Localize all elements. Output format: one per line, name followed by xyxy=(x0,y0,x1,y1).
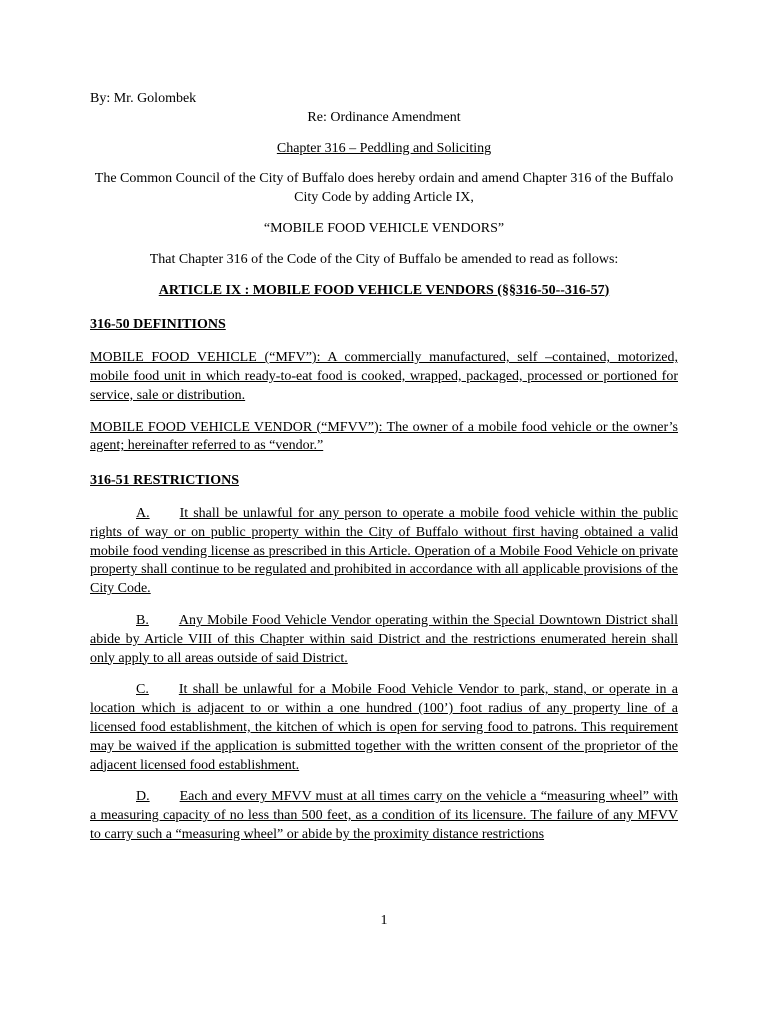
restriction-a-text: It shall be unlawful for any person to operate a mobile food vehicle within the public rights of way or on public property within the City of Buffalo without first having obtained a valid mobile food vending license as prescribed in this Article. Operation of a Mobile Food Vehicle on private property shall continue to be regulated and prohibited in accordance with all applicable provisions of the City Code. xyxy=(90,505,678,597)
document-page xyxy=(90,90,678,845)
preamble: The Common Council of the City of Buffalo does hereby ordain and amend Chapter 316 of the Buffalo City Code by adding Article IX, xyxy=(94,171,674,206)
author-line: By: Mr. Golombek xyxy=(90,91,197,106)
page-number: 1 xyxy=(380,913,388,928)
restriction-d-label: D. xyxy=(136,789,150,805)
chapter-title: Chapter 316 – Peddling and Soliciting xyxy=(276,140,492,156)
article-title: ARTICLE IX : MOBILE FOOD VEHICLE VENDORS (§§316-50--316-57) xyxy=(158,282,610,298)
restriction-d-text: Each and every MFVV must at all times carry on the vehicle a “measuring wheel” with a measuring capacity of no less than 500 feet, as a condition of its licensure. The failure of any MFVV to carry such a “measuring wheel” or abide by the proximity distance restrictions xyxy=(90,789,678,842)
amend-intro: That Chapter 316 of the Code of the City of Buffalo be amended to read as follows: xyxy=(149,251,619,267)
restriction-b-label: B. xyxy=(136,612,149,628)
restriction-c-text: It shall be unlawful for a Mobile Food Vehicle Vendor to park, stand, or operate in a location which is adjacent to or within a one hundred (100’) foot radius of any property line of a licensed food establishment, the kitchen of which is open for serving food to patrons. This requirement may be waived if the application is submitted together with the written consent of the proprietor of the adjacent licensed food establishment. xyxy=(90,682,678,773)
restriction-c xyxy=(90,681,678,775)
restriction-a xyxy=(90,505,678,599)
quoted-title: “MOBILE FOOD VEHICLE VENDORS” xyxy=(263,220,505,236)
re-line: Re: Ordinance Amendment xyxy=(307,109,461,125)
restrictions-heading: 316-51 RESTRICTIONS xyxy=(90,473,239,489)
definition-mfvv: MOBILE FOOD VEHICLE VENDOR (“MFVV”): The owner of a mobile food vehicle or the owner’s agent; hereinafter referred to as “vendor.” xyxy=(90,419,678,454)
restriction-c-label: C. xyxy=(136,682,149,698)
definitions-heading: 316-50 DEFINITIONS xyxy=(90,317,226,333)
restriction-d xyxy=(90,788,678,844)
restriction-b xyxy=(90,612,678,668)
restriction-a-label: A. xyxy=(136,505,150,521)
definition-mfv: MOBILE FOOD VEHICLE (“MFV”): A commercially manufactured, self –contained, motorized, mobile food unit in which ready-to-eat food is cooked, wrapped, packaged, processed or portioned for service, sale or distribution. xyxy=(90,350,678,403)
restriction-b-text: Any Mobile Food Vehicle Vendor operating within the Special Downtown District shall abide by Article VIII of this Chapter within said District and the restrictions enumerated herein shall only apply to all areas outside of said District. xyxy=(90,612,678,666)
